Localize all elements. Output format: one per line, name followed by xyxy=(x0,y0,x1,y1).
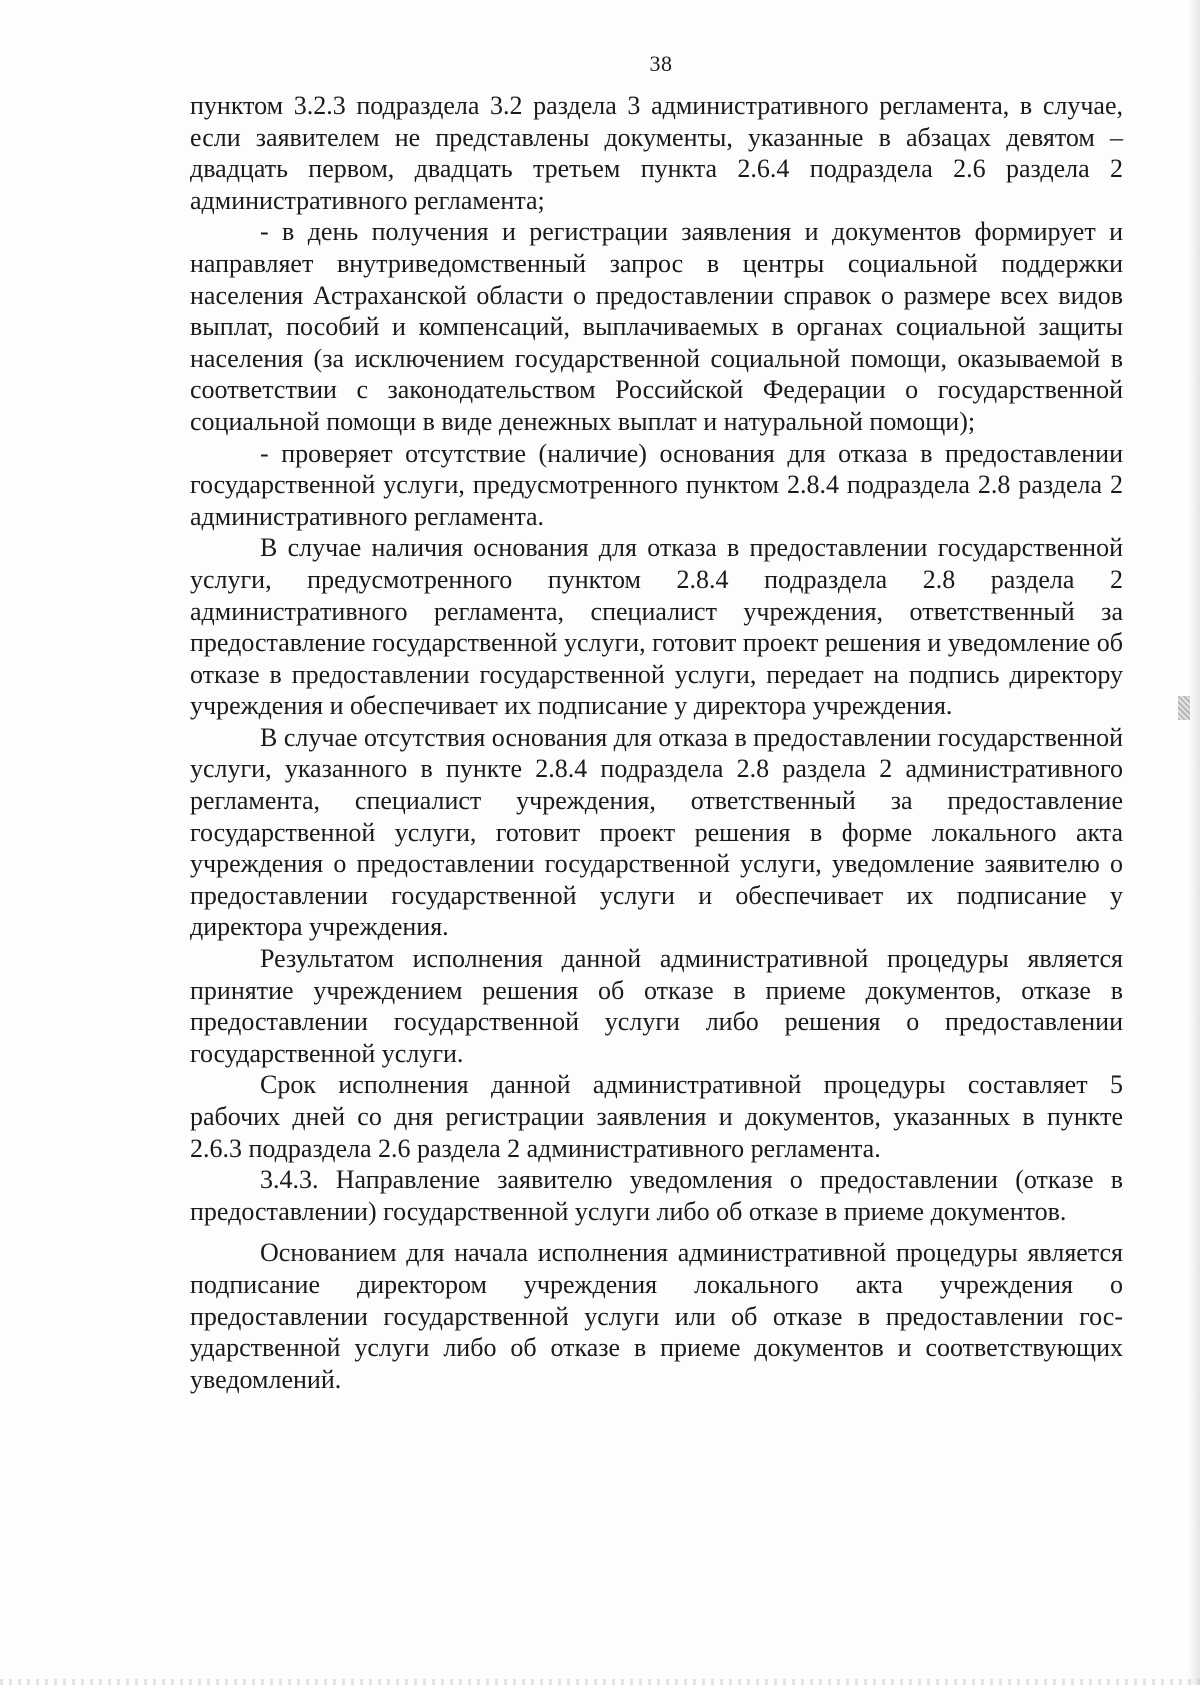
document-body xyxy=(190,90,1123,1395)
paragraph-9: Основанием для начала исполнения административной процедуры является подписание директором учреждения локального акта учреждения о предоставлении государственной услуги или об отказе в предоставлении государственной услуги либо об отказе в приеме документов и соответствующих уведомлений. xyxy=(190,1238,1123,1394)
page-number: 38 xyxy=(649,51,673,76)
paragraph-spacer xyxy=(190,1227,1123,1237)
paragraph-3: - проверяет отсутствие (наличие) основания для отказа в предоставлении государственной услуги, предусмотренного пунктом 2.8.4 подраздела 2.8 раздела 2 административного регламента. xyxy=(190,438,1123,531)
paragraph-6: Результатом исполнения данной административной процедуры является принятие учреждением решения об отказе в приеме документов, отказе в предоставлении государственной услуги либо решения о предоставлении государственной услуги. xyxy=(190,944,1123,1068)
scan-edge-shadow xyxy=(1188,0,1200,1685)
paragraph-5: В случае отсутствия основания для отказа в предоставлении государственной услуги, указанного в пункте 2.8.4 подраздела 2.8 раздела 2 административного регламента, специалист учреждения, ответственный за предоставление государственной услуги, готовит проект решения в форме локального акта учреждения о предоставлении государственной услуги, уведомление заявителю о предоставлении государственной услуги и обеспечивает их подписание у директора учреждения. xyxy=(190,722,1123,942)
paragraph-7: Срок исполнения данной административной процедуры составляет 5 рабочих дней со дня регистрации заявления и документов, указанных в пункте 2.6.3 подраздела 2.6 раздела 2 административного регламента. xyxy=(190,1070,1123,1163)
paragraph-4: В случае наличия основания для отказа в предоставлении государственной услуги, предусмотренного пунктом 2.8.4 подраздела 2.8 раздела 2 административного регламента, специалист учреждения, ответственный за предоставление государственной услуги, готовит проект решения и уведомление об отказе в предоставлении государственной услуги, передает на подпись директору учреждения и обеспечивает их подписание у директора учреждения. xyxy=(190,533,1123,721)
paragraph-8: 3.4.3. Направление заявителю уведомления о предоставлении (отказе в предоставлении) государственной услуги либо об отказе в приеме документов. xyxy=(190,1165,1123,1226)
paragraph-1: пунктом 3.2.3 подраздела 3.2 раздела 3 административного регламента, в случае, если заявителем не представлены документы, указанные в абзацах девятом – двадцать первом, двадцать третьем пункта 2.6.4 подраздела 2.6 раздела 2 административного регламента; xyxy=(190,91,1123,215)
scan-artifact-mark xyxy=(1178,696,1190,720)
paragraph-2: - в день получения и регистрации заявления и документов формирует и направляет внутриведомственный запрос в центры социальной поддержки населения Астраханской области о предоставлении справок о размере всех видов выплат, пособий и компенсаций, выплачиваемых в органах социальной защиты населения (за исключением государственной социальной помощи, оказываемой в соответствии с законодательством Российской Федерации о государственной социальной помощи в виде денежных выплат и натуральной помощи); xyxy=(190,217,1123,436)
scan-bottom-edge xyxy=(0,1679,1200,1685)
